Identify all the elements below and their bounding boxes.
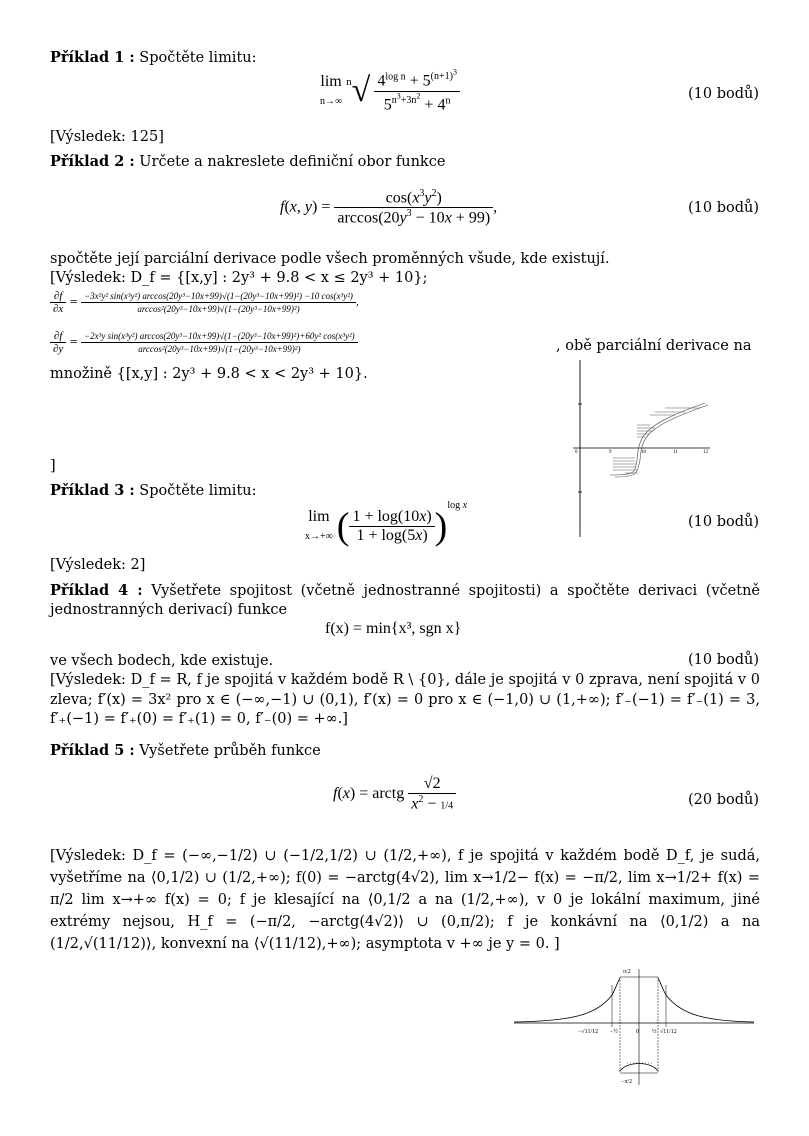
problem-3-points: (10 bodů) (687, 514, 759, 530)
problem-2-task: Určete a nakreslete definiční obor funkce (139, 154, 446, 170)
graph5-ylabel: −π/2 (621, 1079, 633, 1085)
problem-2-dfdy: $\frac{\partial f}{\partial y}$ = −2x³y sin(x³y²) arccos(20y³−10x+99)√(1−(20y³−10x+99)²)+60y² cos(x³y²) arccos²(20y³−10x+99)√(1−(20y³−10x+99)²) (50, 330, 358, 355)
problem-4-label: Příklad 4 : (50, 582, 143, 599)
dfdx-numerator: −3x²y² sin(x³y²) arccos(20y³−10x+99)√(1−(20y³−10x+99)²) −10 cos(x³y²) (81, 290, 356, 303)
problem-5-label: Příklad 5 : (50, 742, 135, 759)
graph2-tick: 0 (575, 450, 578, 455)
problem-4-header (50, 581, 760, 620)
graph5-tick: 0 (636, 1029, 639, 1035)
problem-2-result-tail2: množině {[x,y] : 2y³ + 9.8 < x < 2y³ + 10}. (50, 366, 368, 382)
problem-3-label: Příklad 3 : (50, 482, 135, 499)
graph5-ylabel: π/2 (623, 969, 631, 975)
graph5-tick: ½ (652, 1029, 657, 1035)
problem-4-formula: f(x) = min{x³, sgn x} (325, 620, 462, 637)
problem-2-formula: f(x, y) = $\frac{\cos(x^3y^2)}{\arccos(20y^3 - 10x + 99)}$ , (280, 188, 498, 227)
problem-4-points: (10 bodů) (687, 652, 759, 668)
domain-graph (565, 355, 715, 540)
problem-2-text: spočtěte její parciální derivace podle všech proměnných všude, kde existují. (50, 251, 610, 267)
problem-4-task: Vyšetřete spojitost (včetně jednostranné spojitosti) a spočtěte derivaci (včetně jednostranných derivací) funkce (50, 583, 760, 618)
problem-1-result: [Výsledek: 125] (50, 129, 164, 145)
problem-2-result-domain: [Výsledek: D_f = {[x,y] : 2y³ + 9.8 < x ≤ 2y³ + 10}; (50, 270, 428, 286)
graph2-tick: 12 (703, 450, 708, 455)
graph5-tick: −½ (610, 1029, 618, 1035)
graph5-tick: √11/12 (660, 1029, 677, 1035)
problem-5-result: [Výsledek: D_f = (−∞,−1/2) ∪ (−1/2,1/2) ∪ (1/2,+∞), f je spojitá v každém bodě D_f, je sudá, vyšetříme na ⟨0,1/2) ∪ (1/2,+∞); f(0) = −arctg(4√2), lim x→1/2− f(x) = −π/2, lim x→1/2+ f(x) = π/2 lim x→+∞ f(x) = 0; f je klesající na ⟨0,1/2 a na (1/2,+∞), v 0 je lokální maximum, jiné extrémy nejsou, H_f = (−π/2, −arctg(4√2)⟩ ∪ (0,π/2); f je konkávní na ⟨0,1/2) a na (1/2,√(11/12)⟩, konvexní na ⟨√(11/12),+∞); asymptota v +∞ je y = 0. ] (50, 848, 760, 952)
problem-1-header (50, 48, 257, 68)
dfdx-denominator: arccos²(20y³−10x+99)√(1−(20y³−10x+99)²) (137, 304, 300, 314)
problem-4-result: [Výsledek: D_f = R, f je spojitá v každém bodě R \ {0}, dále je spojitá v 0 zprava, není spojitá v 0 zleva; f′(x) = 3x² pro x ∈ (−∞,−1) ∪ (0,1), f′(x) = 0 pro x ∈ (−1,0) ∪ (1,+∞); f′₋(−1) = f′₋(1) = 3, f′₊(−1) = f′₊(0) = f′₊(1) = 0, f′₋(0) = +∞.] (50, 672, 760, 727)
problem-3-result: [Výsledek: 2] (50, 557, 146, 573)
dfdy-denominator: arccos²(20y³−10x+99)√(1−(20y³−10x+99)²) (138, 344, 301, 354)
problem-3-header (50, 481, 257, 501)
dfdy-numerator: −2x³y sin(x³y²) arccos(20y³−10x+99)√(1−(20y³−10x+99)²)+60y² cos(x³y²) (81, 330, 358, 343)
problem-5-task: Vyšetřete průběh funkce (139, 743, 321, 759)
graph2-tick: 9 (609, 450, 612, 455)
problem-5-header (50, 741, 321, 761)
problem-2-dfdx: $\frac{\partial f}{\partial x}$ = −3x²y² sin(x³y²) arccos(20y³−10x+99)√(1−(20y³−10x+99)²) −10 cos(x³y²) arccos²(20y³−10x+99)√(1−(20y³−10x+99)²) , (50, 290, 359, 315)
problem-2-result-tail1: , obě parciální derivace na (556, 338, 752, 354)
problem-5-formula: f(x) = arctg $\frac{√2}{x^2 - 1/4}$ (333, 775, 456, 813)
problem-1-points: (10 bodů) (687, 86, 759, 102)
problem-1-task: Spočtěte limitu: (139, 50, 257, 66)
function-graph (512, 965, 757, 1090)
problem-1-formula: lim n→∞ $^n$√ $\frac{4^{log n} + 5^{(n+1)^3}}{5^{n^3+3n^2} + 4^n}$ (320, 68, 460, 114)
graph2-tick: 11 (673, 450, 678, 455)
problem-4-text: ve všech bodech, kde existuje. (50, 653, 274, 669)
problem-5-points: (20 bodů) (687, 792, 759, 808)
problem-3-formula: lim x→+∞ ( $\frac{1 + \log(10x)}{1 + \log(5x)}$ )$^{log x}$ (305, 500, 468, 548)
problem-2-header (50, 152, 445, 172)
problem-2-label: Příklad 2 : (50, 153, 135, 170)
problem-1-label: Příklad 1 : (50, 49, 135, 66)
graph5-tick: −√11/12 (578, 1029, 599, 1035)
graph2-tick: 10 (641, 450, 646, 455)
problem-2-close: ] (50, 458, 56, 474)
problem-3-task: Spočtěte limitu: (139, 483, 257, 499)
problem-2-points: (10 bodů) (687, 200, 759, 216)
